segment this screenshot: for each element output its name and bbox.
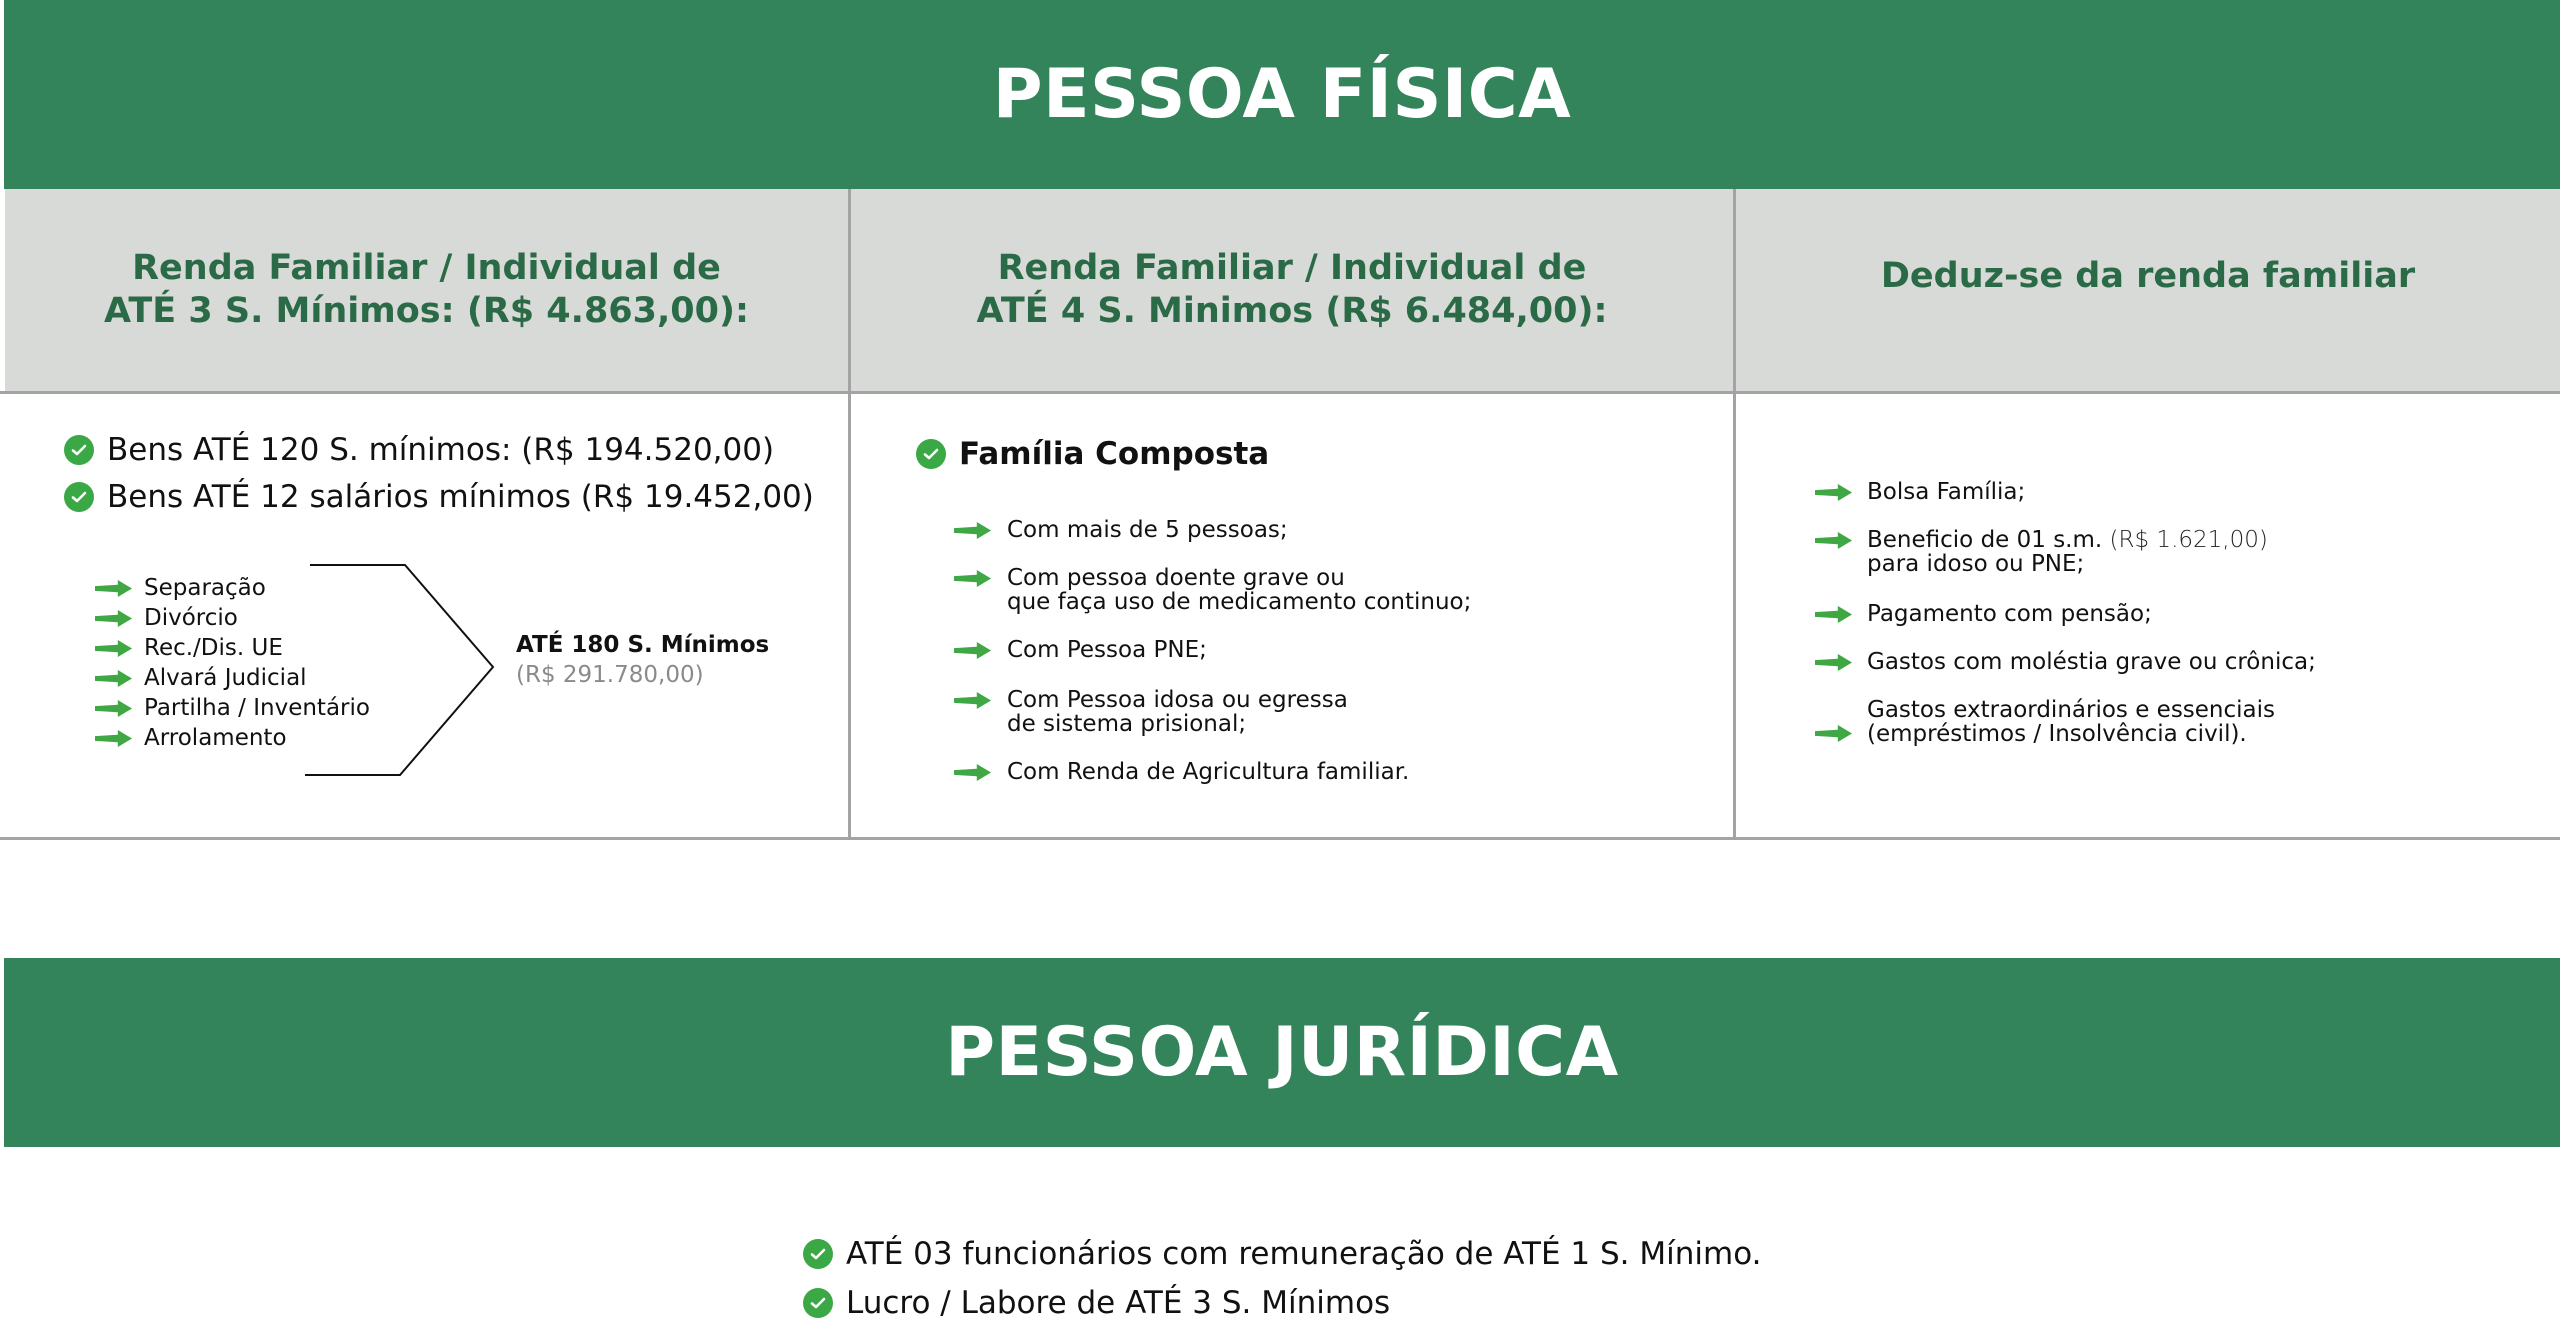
arrow-right-icon (953, 763, 993, 782)
familia-item (953, 638, 1207, 662)
pessoa-fisica-title: PESSOA FÍSICA (992, 55, 1572, 134)
procedures-limit-label: ATÉ 180 S. Mínimos (516, 632, 770, 658)
procedure-text: Alvará Judicial (144, 665, 307, 691)
column-header-line: ATÉ 3 S. Mínimos: (R$ 4.863,00): (103, 291, 750, 331)
item-text: Com Pessoa PNE; (1007, 637, 1207, 663)
pessoa-juridica-title: PESSOA JURÍDICA (945, 1013, 1619, 1092)
item-text: que faça uso de medicamento continuo; (1007, 589, 1472, 615)
procedure-text: Separação (144, 575, 266, 601)
arrow-right-icon (953, 569, 993, 588)
check-item-funcionarios (803, 1236, 1761, 1272)
column-header-line: Renda Familiar / Individual de (997, 248, 1587, 288)
deducao-item (1815, 650, 2316, 674)
deducao-item (1815, 698, 2275, 746)
check-circle-icon (803, 1288, 833, 1318)
item-text: Com Renda de Agricultura familiar. (1007, 759, 1410, 785)
column-header-line: Renda Familiar / Individual de (132, 248, 721, 288)
arrow-right-icon (953, 521, 993, 540)
pessoa-juridica-banner (4, 958, 2560, 1147)
familia-item (953, 688, 1348, 736)
item-text: Gastos extraordinários e essenciais (1867, 697, 2276, 723)
arrow-right-icon (1815, 724, 1853, 743)
item-text: Com mais de 5 pessoas; (1007, 517, 1288, 543)
procedure-text: Arrolamento (144, 725, 287, 751)
check-item-familia-composta (916, 436, 1269, 472)
item-text: de sistema prisional; (1007, 711, 1247, 737)
item-text: Com Pessoa idosa ou egressa (1007, 687, 1348, 713)
item-text: Bolsa Família; (1867, 479, 2026, 505)
column-header-line: Deduz-se da renda familiar (1880, 256, 2416, 296)
procedures-limit-amount: (R$ 291.780,00) (516, 662, 704, 688)
check-item-text: Bens ATÉ 12 salários mínimos (R$ 19.452,00) (107, 479, 814, 515)
item-text: (empréstimos / Insolvência civil). (1867, 721, 2247, 747)
check-circle-icon (916, 439, 946, 469)
benefit-amount: (R$ 1.621,00) (2109, 527, 2268, 553)
arrow-right-icon (1815, 605, 1853, 624)
familia-item (953, 760, 1409, 784)
item-text: Beneficio de 01 s.m. (1867, 527, 2103, 553)
procedure-text: Partilha / Inventário (144, 695, 370, 721)
check-item-text: ATÉ 03 funcionários com remuneração de ATÉ 1 S. Mínimo. (846, 1236, 1762, 1272)
procedures-limit (516, 630, 769, 690)
deducao-item (1815, 602, 2152, 626)
check-item-text: Lucro / Labore de ATÉ 3 S. Mínimos (846, 1285, 1391, 1321)
procedure-text: Rec./Dis. UE (144, 635, 283, 661)
familia-item (953, 566, 1471, 614)
item-text: Gastos com moléstia grave ou crônica; (1867, 649, 2316, 675)
arrow-right-icon (1815, 653, 1853, 672)
arrow-right-icon (953, 641, 993, 660)
arrow-right-icon (1815, 483, 1853, 502)
procedure-text: Divórcio (144, 605, 238, 631)
check-item-text: Família Composta (959, 436, 1270, 472)
arrow-right-icon (1815, 531, 1853, 550)
deducao-item (1815, 528, 2268, 576)
check-item-text: Bens ATÉ 120 S. mínimos: (R$ 194.520,00) (107, 432, 775, 468)
check-circle-icon (803, 1239, 833, 1269)
item-text: Com pessoa doente grave ou (1007, 565, 1345, 591)
column-header-line: ATÉ 4 S. Minimos (R$ 6.484,00): (976, 291, 1608, 331)
deducao-item (1815, 480, 2025, 504)
item-text: para idoso ou PNE; (1867, 551, 2085, 577)
familia-item (953, 518, 1288, 542)
check-item-lucro-labore (803, 1285, 1390, 1321)
item-text: Pagamento com pensão; (1867, 601, 2152, 627)
arrow-right-icon (953, 691, 993, 710)
